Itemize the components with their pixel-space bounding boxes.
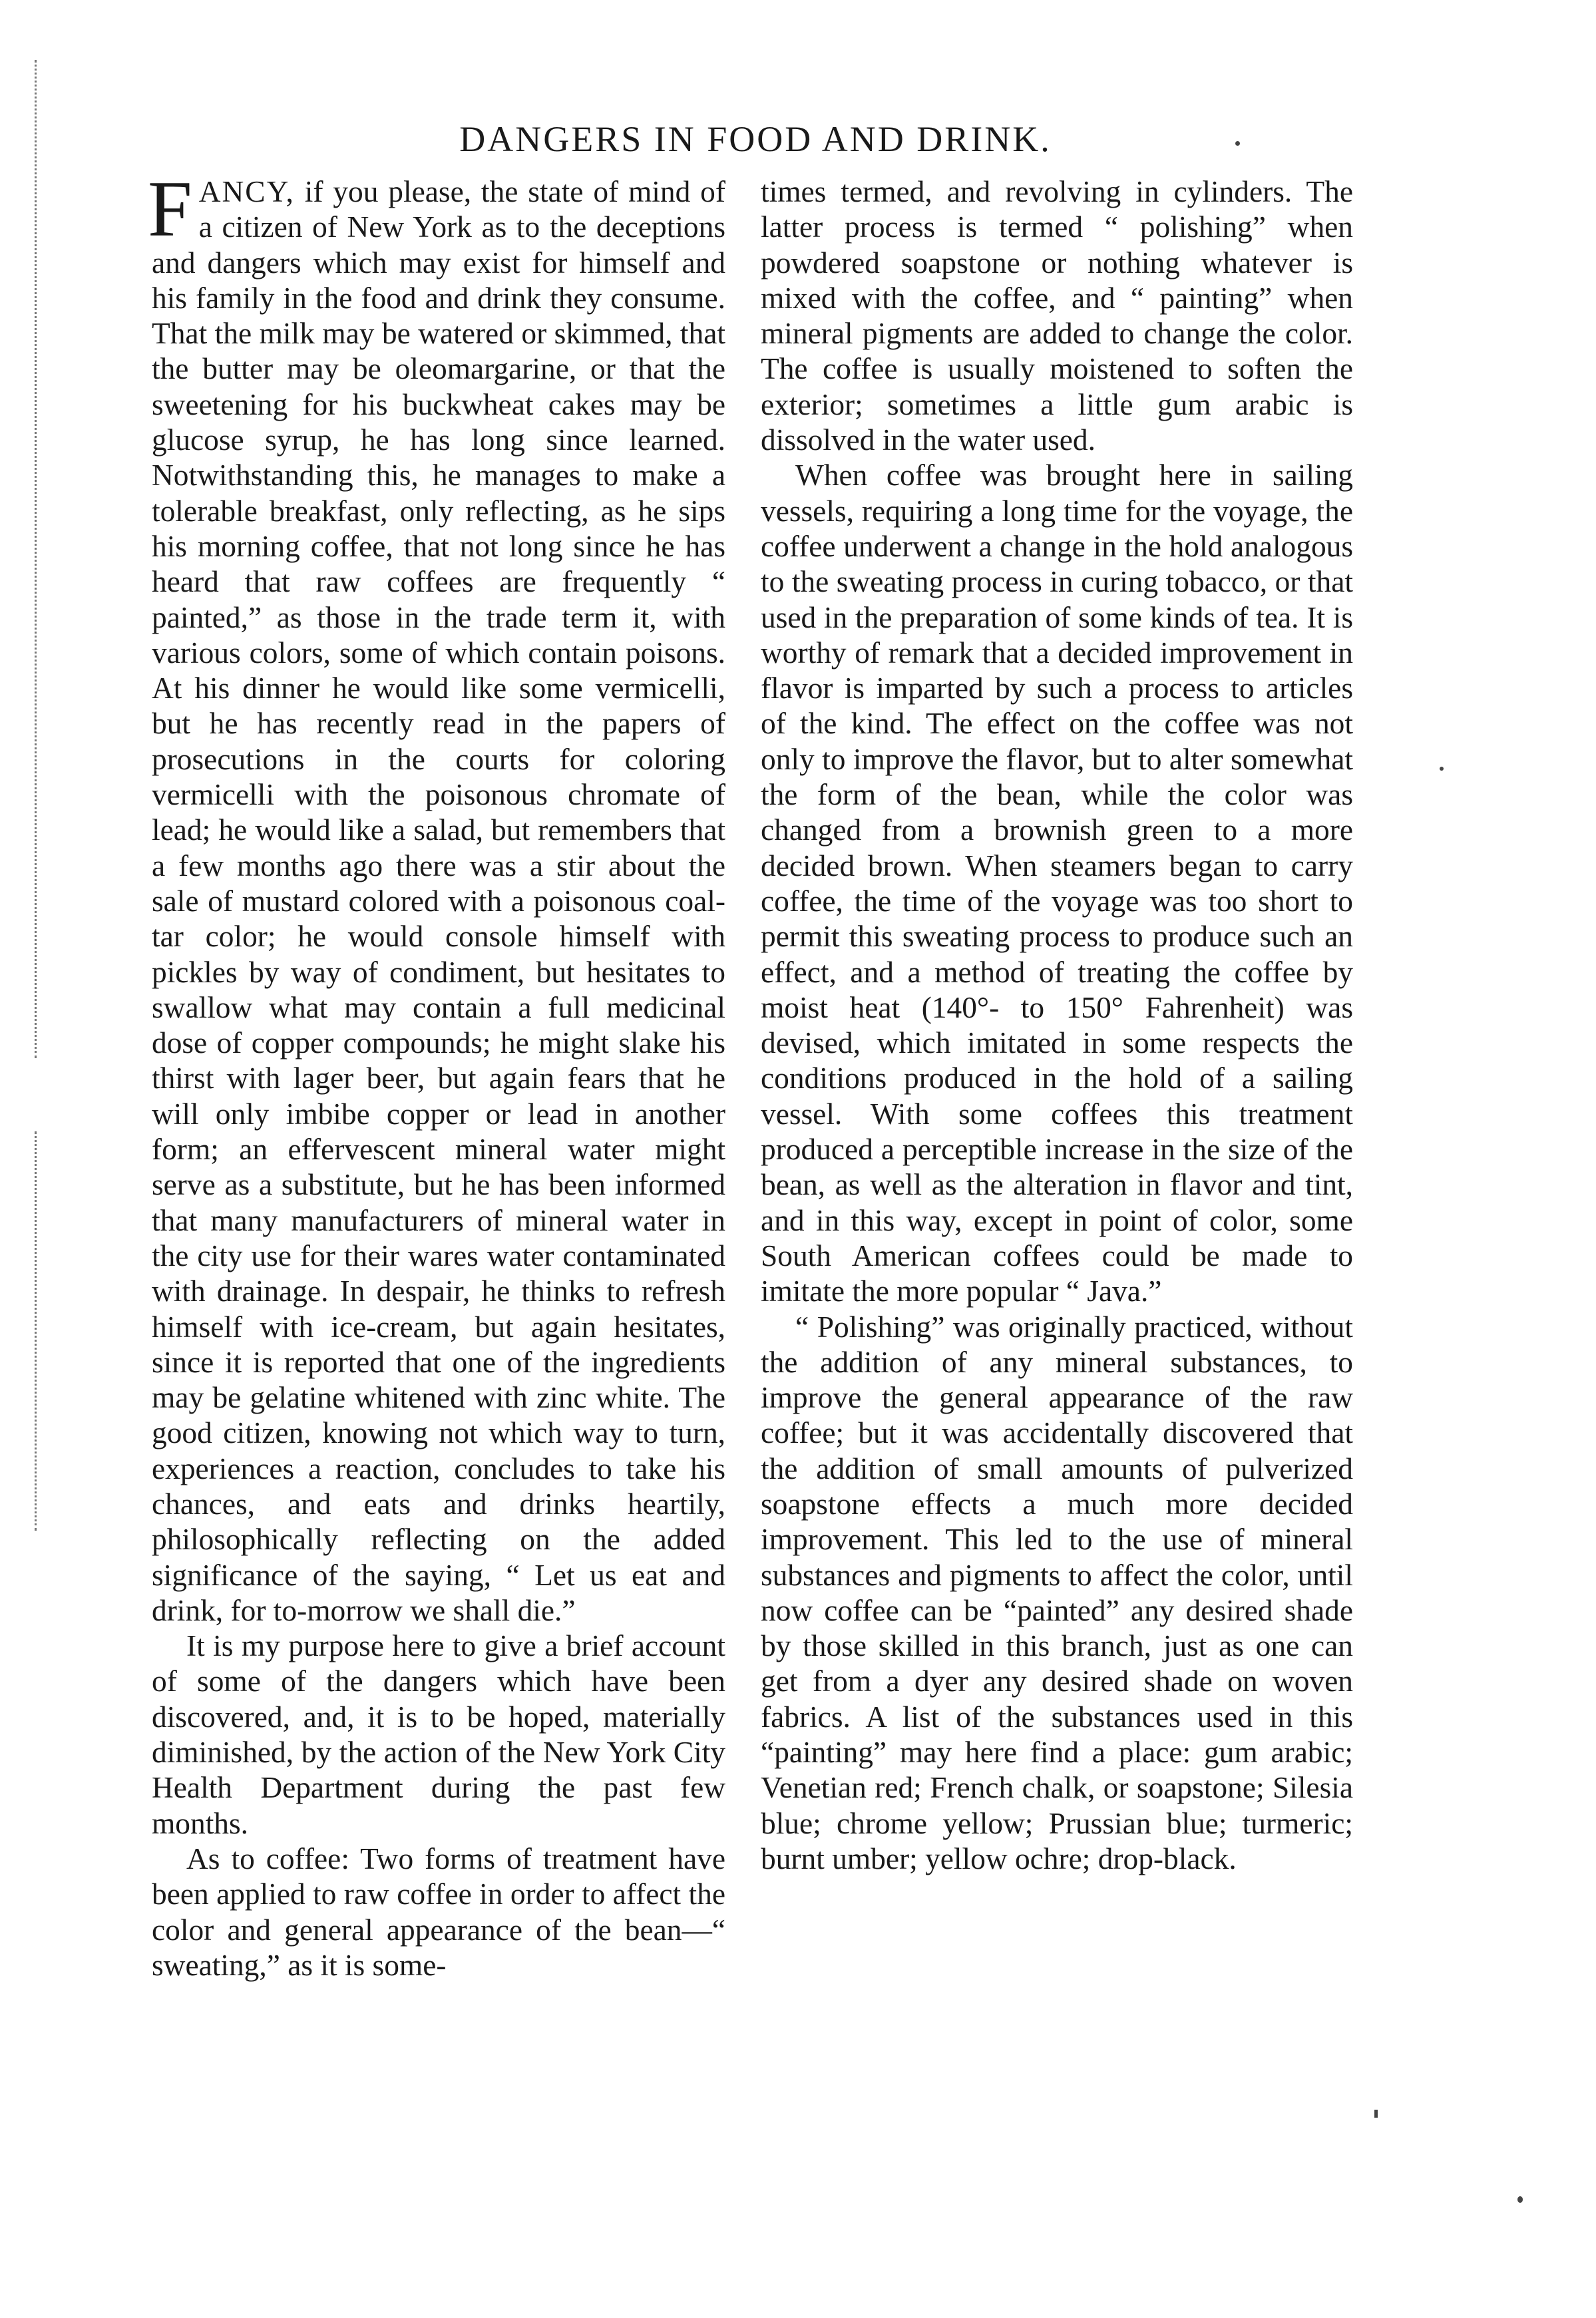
right-paragraph-1: times termed, and revolving in cylinders. The latter process is termed “ polishing” when powdered soapstone or nothing whatever is mixed with the coffee, and “ painting” when mineral pigments are added to change the color. The coffee is usually moistened to soften the exterior; sometimes a little gum arabic is dissolved in the water used.	[761, 175, 1353, 457]
drop-cap: F	[148, 164, 192, 253]
left-paragraph-3: As to coffee: Two forms of treatment have been applied to raw coffee in order to affect the color and general appearance of the bean—“ sweating,” as it is some-	[152, 1841, 725, 1982]
print-speck	[1374, 2110, 1378, 2118]
right-paragraph-3: “ Polishing” was originally practiced, without the addition of any mineral substances, to improve the general appearance of the raw coffee; but it was accidentally discovered that the addition of small amounts of pulverized soapstone effects a much more decided improvement. This led to the use of mineral substances and pigments to affect the color, until now coffee can be “painted” any desired shade by those skilled in this branch, just as one can get from a dyer any desired shade on woven fabrics. A list of the substances used in this “painting” may here find a place: gum arabic; Venetian red; French chalk, or soapstone; Silesia blue; chrome yellow; Prussian blue; turmeric; burnt umber; yellow ochre; drop-black.	[761, 1310, 1353, 1875]
margin-binding-marks	[35, 60, 39, 1058]
print-speck	[1517, 2196, 1523, 2203]
print-speck	[1235, 141, 1240, 146]
print-speck	[1440, 767, 1444, 771]
right-paragraph-2: When coffee was brought here in sailing vessels, requiring a long time for the voyage, the coffee underwent a change in the hold analogous to the sweating process in curing tobacco, or that used in the preparation of some kinds of tea. It is worthy of remark that a decided improvement in flavor is imparted by such a process to articles of the kind. The effect on the coffee was not only to improve the flavor, but to alter somewhat the form of the bean, while the color was changed from a brownish green to a more decided brown. When steamers began to carry coffee, the time of the voyage was too short to permit this sweating process to produce such an effect, and a method of treating the coffee by moist heat (140°- to 150° Fahrenheit) was devised, which imitated in some respects the conditions produced in the hold of a sailing vessel. With some coffees this treatment produced a perceptible increase in the size of the bean, as well as the alteration in flavor and tint, and in this way, except in point of color, some South American coffees could be made to imitate the more popular “ Java.”	[761, 459, 1353, 1308]
margin-binding-marks-lower	[35, 1131, 39, 1531]
article-title: DANGERS IN FOOD AND DRINK.	[459, 119, 1052, 159]
left-paragraph-1	[148, 164, 725, 1629]
left-paragraph-2: It is my purpose here to give a brief account of some of the dangers which have been discovered, and, it is to be hoped, materially diminished, by the action of the New York City Health Department during the past few months.	[152, 1629, 725, 1840]
left-column	[148, 164, 725, 1983]
opening-word: ANCY,	[198, 175, 295, 208]
right-column	[761, 174, 1353, 1877]
left-paragraph-1-text: if you please, the state of mind of a citizen of New York as to the deceptions and dangers which may exist for himself and his family in the food and drink they consume. That the milk may be watered or skimmed, that the butter may be oleomargarine, or that the sweetening for his buckwheat cakes may be glucose syrup, he has long since learned. Notwithstanding this, he manages to make a tolerable breakfast, only reflecting, as he sips his morning coffee, that not long since he has heard that raw coffees are frequently “ painted,” as those in the trade term it, with various colors, some of which contain poisons. At his dinner he would like some vermicelli, but he has recently read in the papers of prosecutions in the courts for coloring vermicelli with the poisonous chromate of lead; he would like a salad, but remembers that a few months ago there was a stir about the sale of mustard colored with a poisonous coal-tar color; he would console himself with pickles by way of condiment, but hesitates to swallow what may contain a full medicinal dose of copper compounds; he might slake his thirst with lager beer, but again fears that he will only imbibe copper or lead in another form; an effervescent mineral water might serve as a substitute, but he has been informed that many manufacturers of mineral water in the city use for their wares water contaminated with drainage. In despair, he thinks to refresh himself with ice-cream, but again hesitates, since it is reported that one of the ingredients may be gelatine whitened with zinc white. The good citizen, knowing not which way to turn, experiences a reaction, concludes to take his chances, and eats and drinks heartily, philosophically reflecting on the added significance of the saying, “ Let us eat and drink, for to-morrow we shall die.”	[152, 175, 725, 1627]
